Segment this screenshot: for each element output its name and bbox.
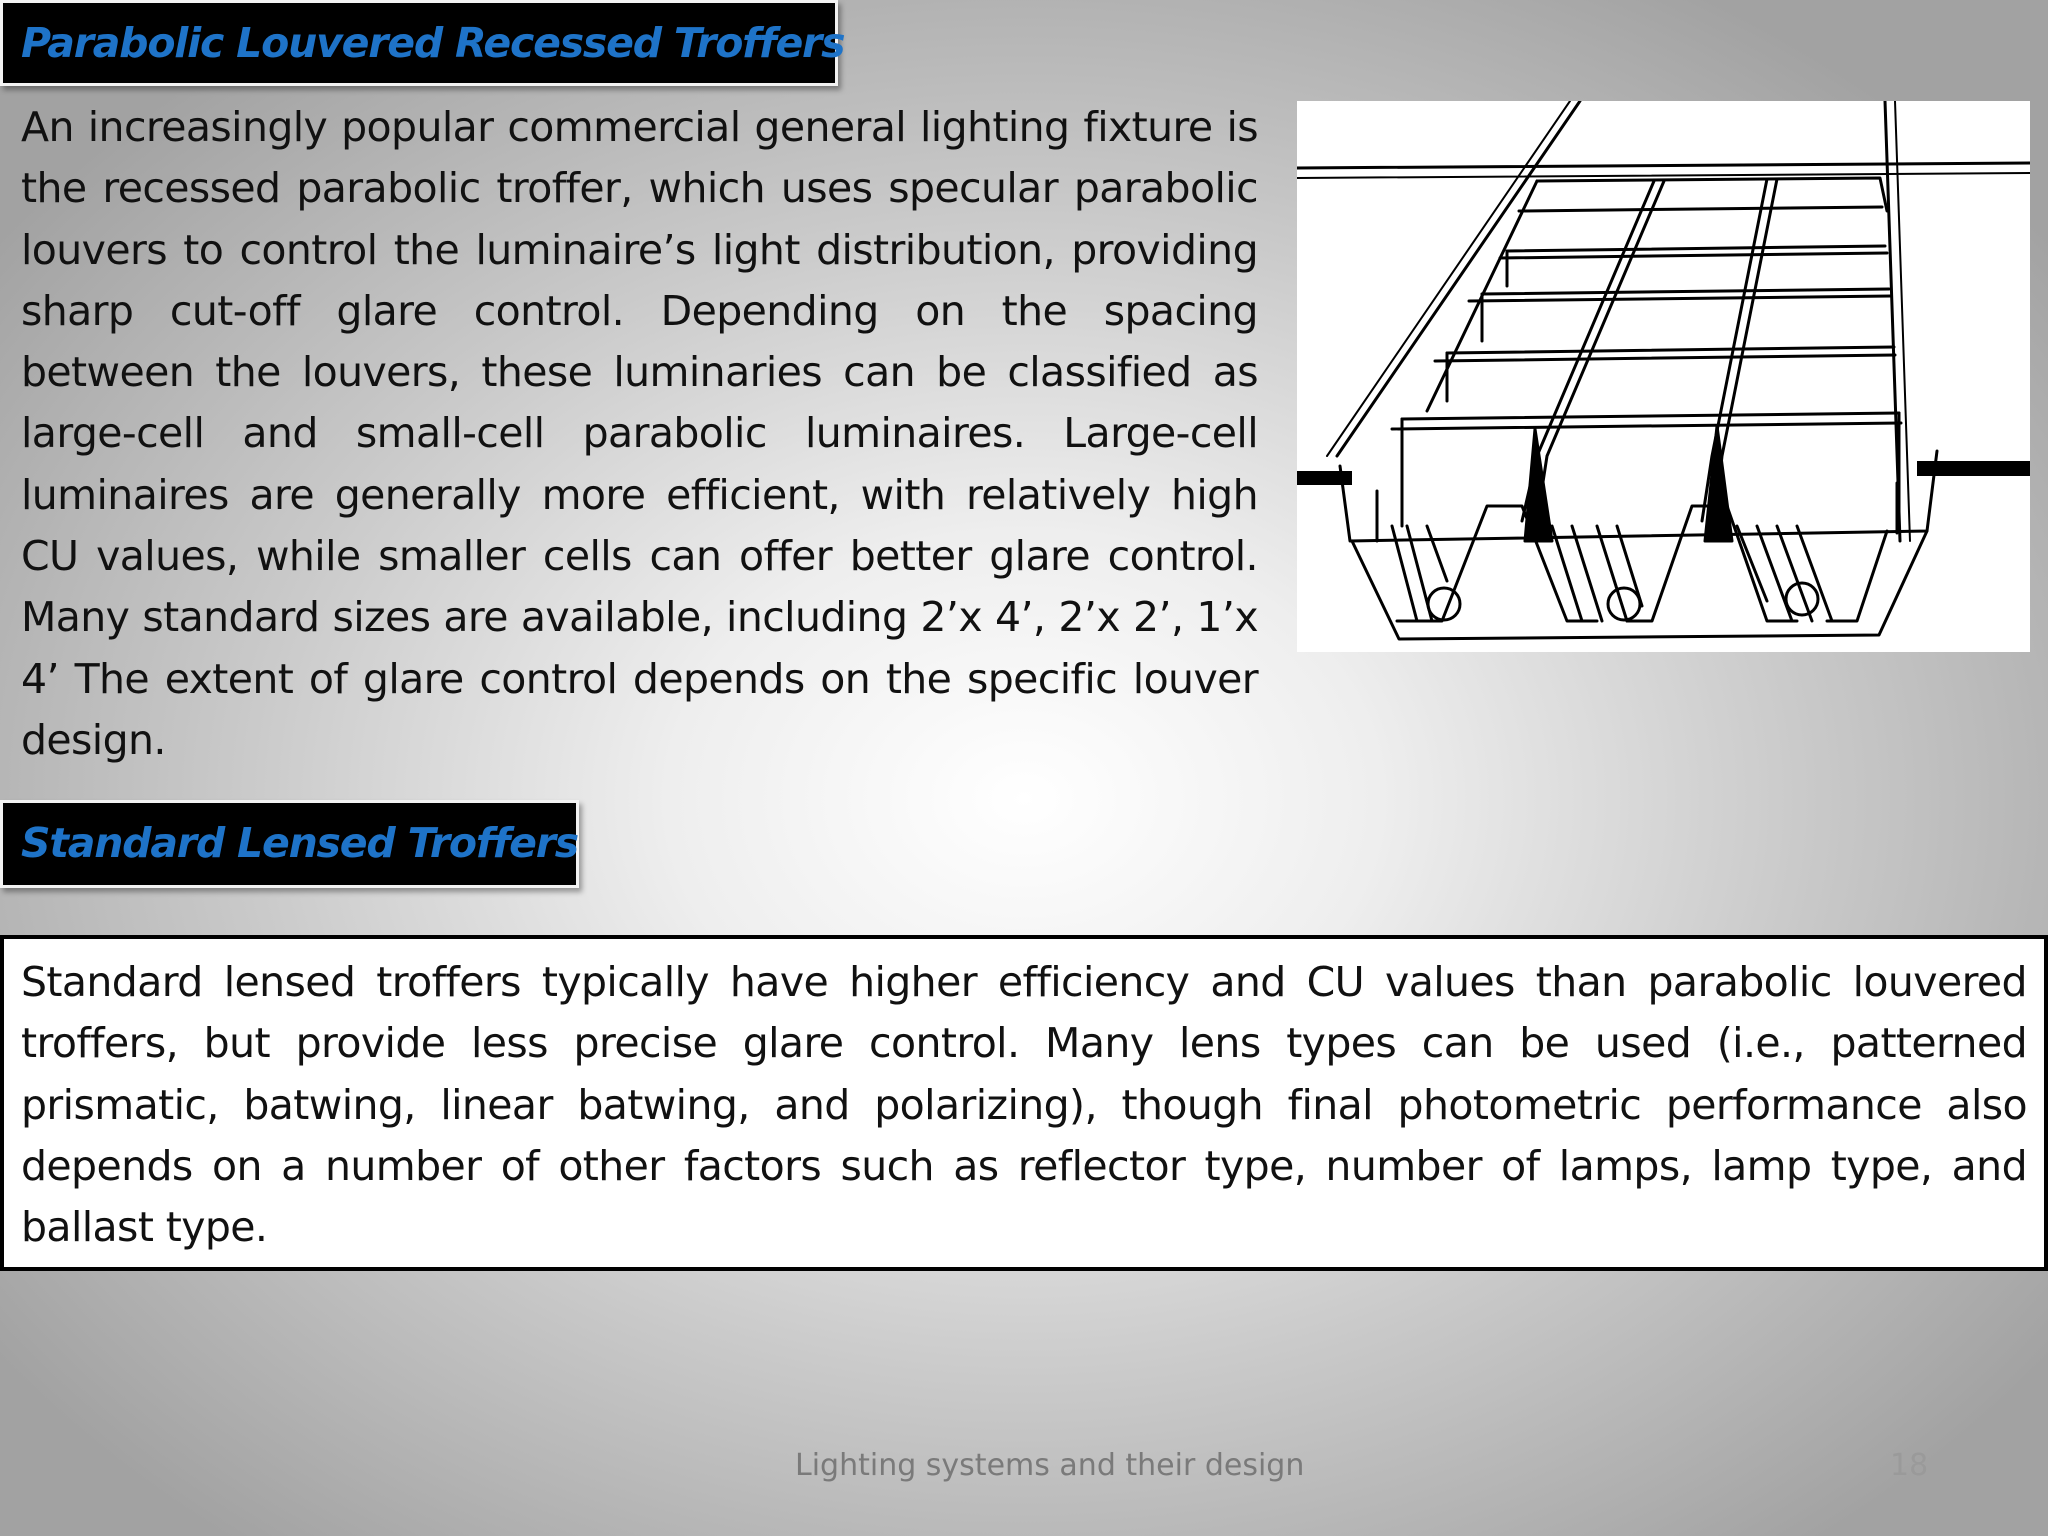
section-heading-lensed [0,800,579,888]
slide-number: 18 [1890,1448,1929,1483]
section-heading-text: Parabolic Louvered Recessed Troffers [21,19,845,67]
section-heading-parabolic [0,0,845,86]
footer-title: Lighting systems and their design [795,1448,1305,1483]
lensed-text-box [0,935,2048,1271]
parabolic-troffer-illustration [1297,101,2030,652]
lensed-description: Standard lensed troffers typically have higher efficiency and CU values than parabolic louvered troffers, but provide less precise glare control. Many lens types can be used (i.e., patterned prismatic, batwing, linear batwing, and polarizing), though final photometric performance also depends on a number of other factors such as reflector type, number of lamps, lamp type, and ballast type. [21,958,2027,1252]
section-heading-text: Standard Lensed Troffers [21,819,578,867]
parabolic-description: An increasingly popular commercial general lighting fixture is the recessed parabolic troffer, which uses specular parabolic louvers to control the luminaire’s light distribution, providing sharp cut-off glare control. Depending on the spacing between the louvers, these luminaries can be classified as large-cell and small-cell parabolic luminaires. Large-cell luminaires are generally more efficient, with relatively high CU values, while smaller cells can offer better glare control. Many standard sizes are available, including 2’x 4’, 2’x 2’, 1’x 4’ The extent of glare control depends on the specific louver design. [21,103,1258,764]
